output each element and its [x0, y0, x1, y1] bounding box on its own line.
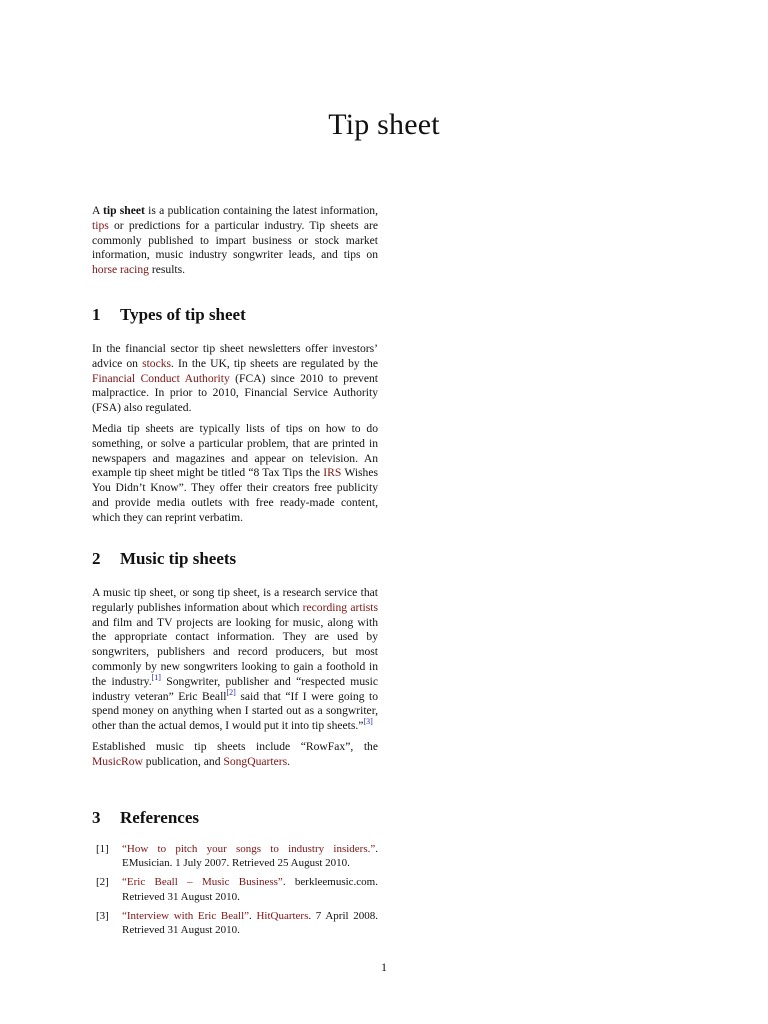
reference-link[interactable]: “Eric Beall – Music Business”: [122, 876, 283, 889]
section-number: 2: [92, 549, 101, 568]
link-horse-racing[interactable]: horse racing: [92, 263, 149, 277]
section-title: Types of tip sheet: [120, 305, 246, 324]
link-stocks[interactable]: stocks: [142, 356, 172, 370]
text-run: is a publication containing the latest information,: [144, 204, 378, 217]
references-list: [92, 842, 378, 942]
reference-item: [92, 909, 378, 937]
citation-link-1[interactable]: [1]: [151, 672, 161, 682]
text-run: . EMusician. 1 July 2007. Retrieved 25 August 2010.: [122, 843, 378, 870]
paragraph: [92, 342, 378, 416]
reference-item: [92, 842, 378, 870]
paragraph: [92, 422, 378, 526]
intro-paragraph: [92, 204, 378, 278]
citation-link-3[interactable]: [3]: [363, 717, 373, 727]
page-title: Tip sheet: [328, 108, 440, 141]
link-irs[interactable]: IRS: [323, 466, 342, 480]
text-run: results.: [148, 263, 186, 277]
reference-number: [3]: [96, 909, 109, 922]
link-musicrow[interactable]: MusicRow: [92, 754, 143, 768]
text-run: A music tip sheet, or song tip sheet, is a research service that regularly publishes information about which: [92, 586, 378, 614]
text-run: publication, and: [142, 754, 224, 768]
reference-link[interactable]: “How to pitch your songs to industry insiders.”: [122, 843, 376, 855]
text-run: Established music tip sheets include “RowFax”, the: [92, 739, 378, 753]
link-tips[interactable]: tips: [92, 218, 109, 232]
section-2-body: [92, 586, 378, 776]
section-heading-2: [92, 549, 392, 569]
reference-item: [92, 875, 378, 903]
section-heading-1: [92, 305, 392, 325]
section-title: References: [120, 808, 199, 827]
text-run: Media tip sheets are typically lists of tips on how to do something, or solve a particular problem, that are printed in newspapers and magazines and appear on television. An example tip sheet might be titled “8 Tax Tips the: [92, 421, 378, 480]
reference-text: [122, 842, 378, 870]
text-run: .: [287, 754, 291, 768]
text-run: (FCA) since 2010 to prevent malpractice. In prior to 2010, Financial Service Authority (FSA) also regulated.: [92, 371, 378, 415]
text-run: Songwriter, publisher and “respected music industry veteran” Eric Beall: [92, 674, 378, 703]
text-run: Wishes You Didn’t Know”. They offer their creators free publicity and provide media outlets with free ready-made content, which they can reprint verbatim.: [92, 466, 379, 524]
link-recording-artists[interactable]: recording artists: [302, 600, 379, 614]
text-run: said that “If I were going to spend money on anything when I started out as a songwriter, other than the actual demos, I would put it into tip sheets.”: [92, 689, 379, 733]
reference-link[interactable]: “Interview with Eric Beall”: [122, 909, 250, 922]
citation-link-2[interactable]: [2]: [226, 687, 236, 697]
text-run: and film and TV projects are looking for music, along with the appropriate contact information. They are used by songwriters, publishers and record producers, but most commonly by new songwriters looking to gain a foothold in the industry.: [92, 615, 378, 688]
reference-text: [122, 875, 378, 903]
section-1-body: [92, 342, 378, 532]
page-number: 1: [381, 960, 387, 974]
section-heading-3: [92, 808, 392, 828]
text-run: .: [249, 909, 257, 922]
reference-number: [2]: [96, 876, 109, 889]
section-title: Music tip sheets: [120, 549, 237, 568]
intro-section: [92, 204, 378, 284]
link-financial-conduct-authority[interactable]: Financial Conduct Authority: [92, 371, 230, 385]
text-run: A: [92, 204, 103, 217]
link-songquarters[interactable]: SongQuarters: [223, 754, 288, 768]
text-run: . In the UK, tip sheets are regulated by the: [171, 356, 378, 370]
paragraph: [92, 586, 378, 734]
text-run: or predictions for a particular industry. Tip sheets are commonly published to impart business or stock market information, music industry songwriter leads, and tips on: [92, 218, 378, 262]
reference-link-hitquarters[interactable]: HitQuarters: [256, 909, 309, 922]
reference-number: [1]: [96, 843, 109, 855]
section-number: 1: [92, 305, 101, 324]
text-run: In the financial sector tip sheet newsletters offer investors’ advice on: [92, 342, 378, 370]
text-run: . berkleemusic.com. Retrieved 31 August 2010.: [122, 876, 378, 903]
bold-term: tip sheet: [103, 204, 145, 217]
section-number: 3: [92, 808, 101, 827]
paragraph: [92, 740, 378, 770]
reference-text: [122, 909, 378, 937]
text-run: . 7 April 2008. Retrieved 31 August 2010.: [122, 909, 378, 937]
